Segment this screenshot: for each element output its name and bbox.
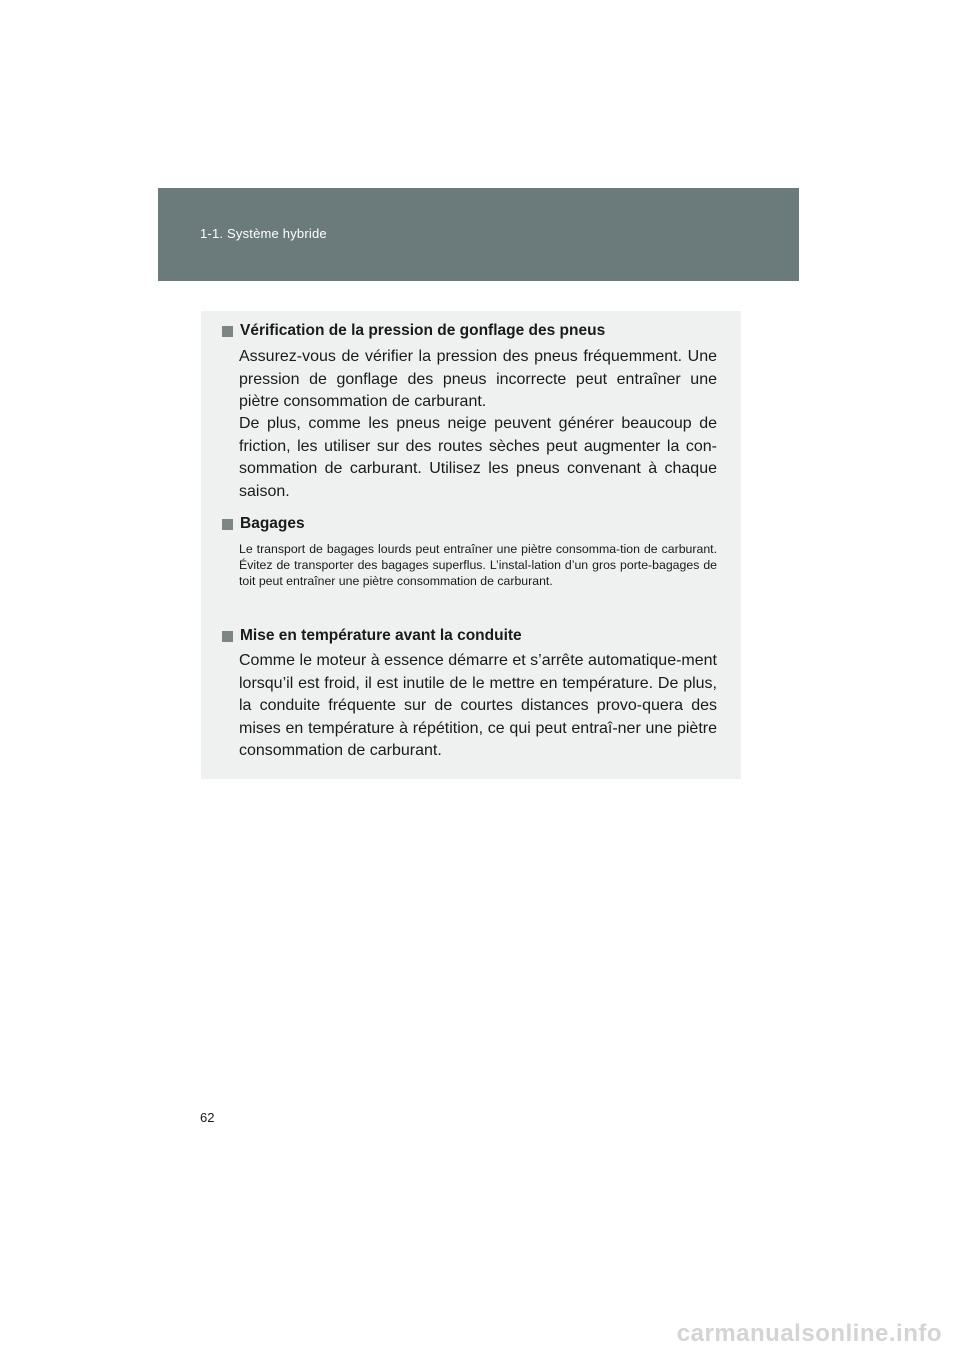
section-title: 1-1. Système hybride [200,226,327,241]
square-bullet-icon [222,519,233,530]
header-band [158,188,799,281]
section-body: De plus, comme les pneus neige peuvent générer beaucoup de friction, les utiliser sur des routes sèches peut augmenter la con-sommation de carburant. Utilisez les pneus convenant à chaque saison. [239,415,717,500]
square-bullet-icon [222,326,233,337]
section-body: Le transport de bagages lourds peut entraîner une piètre consomma-tion de carburant. Évitez de transporter des bagages superflus. L’instal-lation d’un gros porte-bagages de toit peut entraîner une piètre consommation de carburant. [239,542,717,588]
section-heading-text: Vérification de la pression de gonflage des pneus [240,322,606,339]
section-body: Assurez-vous de vérifier la pression des pneus fréquemment. Une pression de gonflage des pneus incorrecte peut entraîner une piètre consommation de carburant. [239,348,717,410]
section-heading [222,513,305,535]
section-heading [222,320,605,342]
info-box [201,311,741,779]
section-body: Comme le moteur à essence démarre et s’arrête automatique-ment lorsqu’il est froid, il est inutile de le mettre en température. De plus, la conduite fréquente sur de courtes distances provo-quera des mises en température à répétition, ce qui peut entraî-ner une piètre consommation de carburant. [239,652,717,759]
page-number: 62 [200,1110,215,1125]
section-heading [222,625,522,647]
watermark: carmanualsonline.info [676,1320,942,1347]
square-bullet-icon [222,631,233,642]
section-heading-text: Mise en température avant la conduite [240,627,522,644]
section-heading-text: Bagages [240,515,305,532]
